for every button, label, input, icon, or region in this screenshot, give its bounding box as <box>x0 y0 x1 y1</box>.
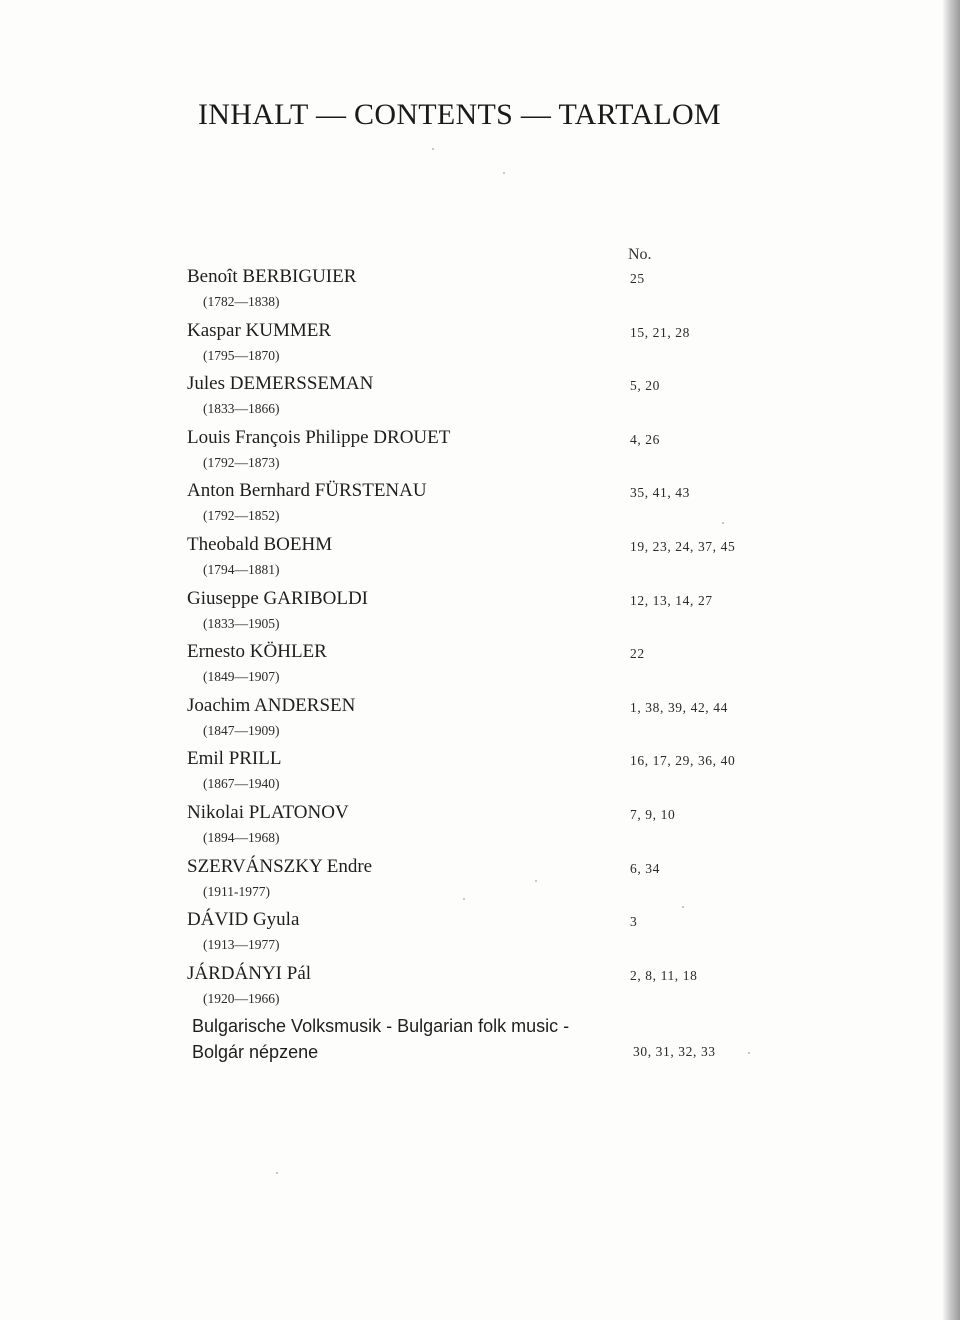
piece-numbers: 1, 38, 39, 42, 44 <box>630 699 728 715</box>
composer-dates: (1920—1966) <box>203 990 280 1006</box>
composer-name: Emil PRILL <box>187 748 282 770</box>
piece-numbers: 22 <box>630 646 645 662</box>
contents-entry <box>0 427 960 481</box>
piece-numbers: 35, 41, 43 <box>630 485 690 501</box>
composer-dates: (1833—1905) <box>203 615 280 631</box>
composer-dates: (1911-1977) <box>203 883 270 899</box>
scan-speck <box>535 880 537 882</box>
page-title: INHALT — CONTENTS — TARTALOM <box>198 98 721 131</box>
composer-name: Giuseppe GARIBOLDI <box>187 587 369 609</box>
contents-entry <box>0 963 960 1017</box>
composer-name: Theobald BOEHM <box>187 534 333 555</box>
composer-name: SZERVÁNSZKY Endre <box>187 855 373 877</box>
composer-name: Jules DEMERSSEMAN <box>187 373 374 395</box>
composer-dates: (1849—1907) <box>203 669 280 685</box>
composer-name: JÁRDÁNYI Pál <box>187 962 312 984</box>
contents-entry <box>0 534 960 588</box>
composer-name: Louis François Philippe DROUET <box>187 426 451 448</box>
folk-music-entry <box>0 1016 960 1076</box>
composer-dates: (1792—1873) <box>203 454 280 470</box>
composer-dates: (1795—1870) <box>203 347 280 363</box>
scan-speck <box>682 906 684 908</box>
contents-entry <box>0 641 960 695</box>
composer-name: DÁVID Gyula <box>187 909 300 931</box>
folk-music-numbers: 30, 31, 32, 33 <box>633 1044 716 1059</box>
piece-numbers: 19, 23, 24, 37, 45 <box>630 539 736 554</box>
contents-entry <box>0 748 960 802</box>
scan-speck <box>276 1172 278 1174</box>
piece-numbers: 3 <box>630 914 638 930</box>
contents-entry <box>0 695 960 749</box>
contents-entry <box>0 909 960 963</box>
number-column-header: No. <box>628 246 652 263</box>
composer-dates: (1894—1968) <box>203 830 280 845</box>
composer-dates: (1794—1881) <box>203 562 280 577</box>
composer-dates: (1913—1977) <box>203 937 280 953</box>
folk-music-title-line-1: Bulgarische Volksmusik - Bulgarian folk music - <box>192 1016 570 1036</box>
piece-numbers: 2, 8, 11, 18 <box>630 967 698 983</box>
contents-entry <box>0 373 960 427</box>
scan-speck <box>722 522 724 524</box>
contents-entry <box>0 856 960 910</box>
piece-numbers: 4, 26 <box>630 431 660 447</box>
contents-entry <box>0 320 960 374</box>
composer-name: Anton Bernhard FÜRSTENAU <box>187 480 427 502</box>
composer-name: Benoît BERBIGUIER <box>187 266 357 287</box>
composer-dates: (1847—1909) <box>203 722 280 738</box>
piece-numbers: 12, 13, 14, 27 <box>630 592 713 608</box>
composer-name: Nikolai PLATONOV <box>187 802 349 823</box>
piece-numbers: 25 <box>630 271 645 286</box>
scan-speck <box>503 172 505 174</box>
composer-name: Joachim ANDERSEN <box>187 694 356 716</box>
composer-name: Kaspar KUMMER <box>187 319 332 341</box>
scan-speck <box>432 148 434 150</box>
piece-numbers: 6, 34 <box>630 860 660 876</box>
scan-speck <box>463 898 465 900</box>
piece-numbers: 16, 17, 29, 36, 40 <box>630 753 736 769</box>
contents-entry <box>0 480 960 534</box>
folk-music-title-line-2: Bolgár népzene <box>192 1042 319 1062</box>
contents-entry <box>0 588 960 642</box>
composer-dates: (1833—1866) <box>203 401 280 417</box>
contents-entry <box>0 802 960 856</box>
composer-dates: (1792—1852) <box>203 508 280 524</box>
contents-entry <box>0 266 960 320</box>
piece-numbers: 7, 9, 10 <box>630 807 676 822</box>
piece-numbers: 15, 21, 28 <box>630 324 690 340</box>
composer-dates: (1867—1940) <box>203 776 280 792</box>
composer-dates: (1782—1838) <box>203 294 280 309</box>
piece-numbers: 5, 20 <box>630 378 660 394</box>
scan-speck <box>748 1052 750 1054</box>
composer-name: Ernesto KÖHLER <box>187 641 327 663</box>
